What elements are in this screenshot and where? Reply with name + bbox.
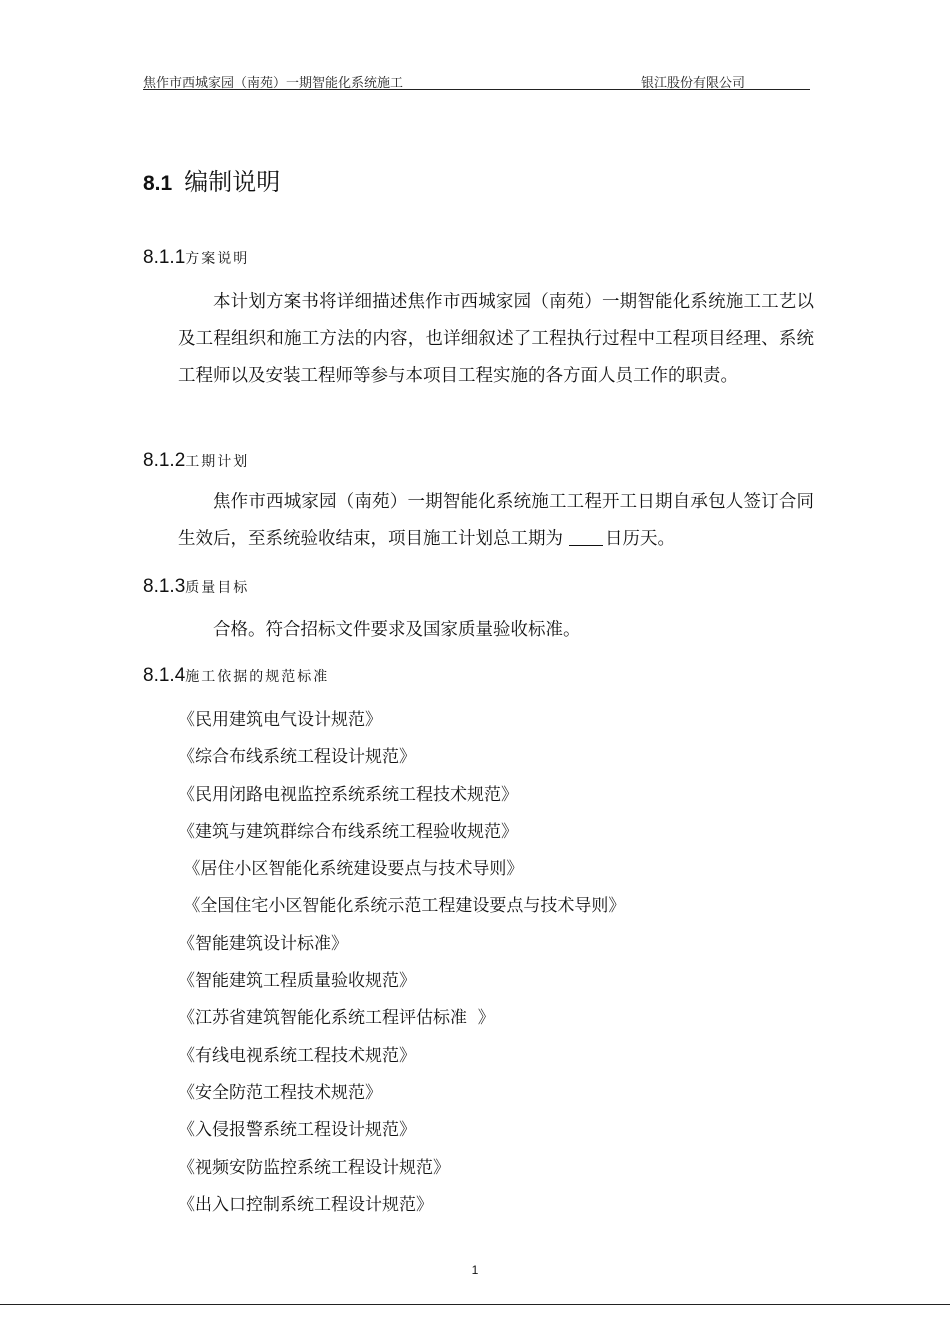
footer-divider <box>0 1304 950 1305</box>
list-item: 《智能建筑工程质量验收规范》 <box>178 971 416 992</box>
subsection-number: 8.1.1 <box>143 247 186 268</box>
subsection-title: 方案说明 <box>185 251 250 267</box>
paragraph-schedule <box>178 484 814 558</box>
subsection-heading-8-1-4 <box>143 664 329 687</box>
schedule-unit: 日历天。 <box>605 529 675 549</box>
list-item: 《安全防范工程技术规范》 <box>178 1082 382 1103</box>
subsection-heading-8-1-3 <box>143 575 249 598</box>
list-item: 《江苏省建筑智能化系统工程评估标准 》 <box>178 1008 495 1029</box>
subsection-title: 施工依据的规范标准 <box>185 669 330 685</box>
header-divider <box>143 89 810 90</box>
subsection-number: 8.1.4 <box>143 665 186 686</box>
subsection-title: 质量目标 <box>185 580 250 596</box>
paragraph-plan-description: 本计划方案书将详细描述焦作市西城家园（南苑）一期智能化系统施工工艺以及工程组织和施工方法的内容，也详细叙述了工程执行过程中工程项目经理、系统工程师以及安装工程师等参与本项目工程实施的各方面人员工作的职责。 <box>178 292 814 386</box>
list-item: 《全国住宅小区智能化系统示范工程建设要点与技术导则》 <box>178 896 626 917</box>
header-project-title: 焦作市西城家园（南苑）一期智能化系统施工 <box>143 76 404 91</box>
list-item: 《出入口控制系统工程设计规范》 <box>178 1194 433 1215</box>
list-item: 《民用建筑电气设计规范》 <box>178 710 382 730</box>
section-title: 编制说明 <box>184 168 281 196</box>
paragraph-quality-target: 合格。符合招标文件要求及国家质量验收标准。 <box>213 620 581 640</box>
page-number: 1 <box>471 1263 479 1277</box>
list-item: 《视频安防监控系统工程设计规范》 <box>178 1157 450 1178</box>
subsection-heading-8-1-1 <box>143 246 249 269</box>
subsection-heading-8-1-2 <box>143 449 249 472</box>
reference-standards-list <box>178 702 625 1224</box>
subsection-number: 8.1.2 <box>143 450 186 471</box>
duration-blank <box>569 527 603 546</box>
schedule-text: 焦作市西城家园（南苑）一期智能化系统施工工程开工日期自承包人签订合同生效后，至系统验收结束，项目施工计划总工期为 <box>178 492 814 549</box>
header-company-name: 银江股份有限公司 <box>641 76 746 91</box>
list-item: 《入侵报警系统工程设计规范》 <box>178 1120 416 1141</box>
list-item: 《智能建筑设计标准》 <box>178 933 348 954</box>
list-item: 《有线电视系统工程技术规范》 <box>178 1045 416 1066</box>
subsection-number: 8.1.3 <box>143 576 186 597</box>
subsection-title: 工期计划 <box>185 454 250 470</box>
list-item: 《居住小区智能化系统建设要点与技术导则》 <box>178 859 524 880</box>
list-item: 《民用闭路电视监控系统系统工程技术规范》 <box>178 784 518 805</box>
list-item: 《综合布线系统工程设计规范》 <box>178 747 416 768</box>
section-number: 8.1 <box>143 172 173 195</box>
section-heading <box>143 162 280 197</box>
list-item: 《建筑与建筑群综合布线系统工程验收规范》 <box>178 821 518 842</box>
